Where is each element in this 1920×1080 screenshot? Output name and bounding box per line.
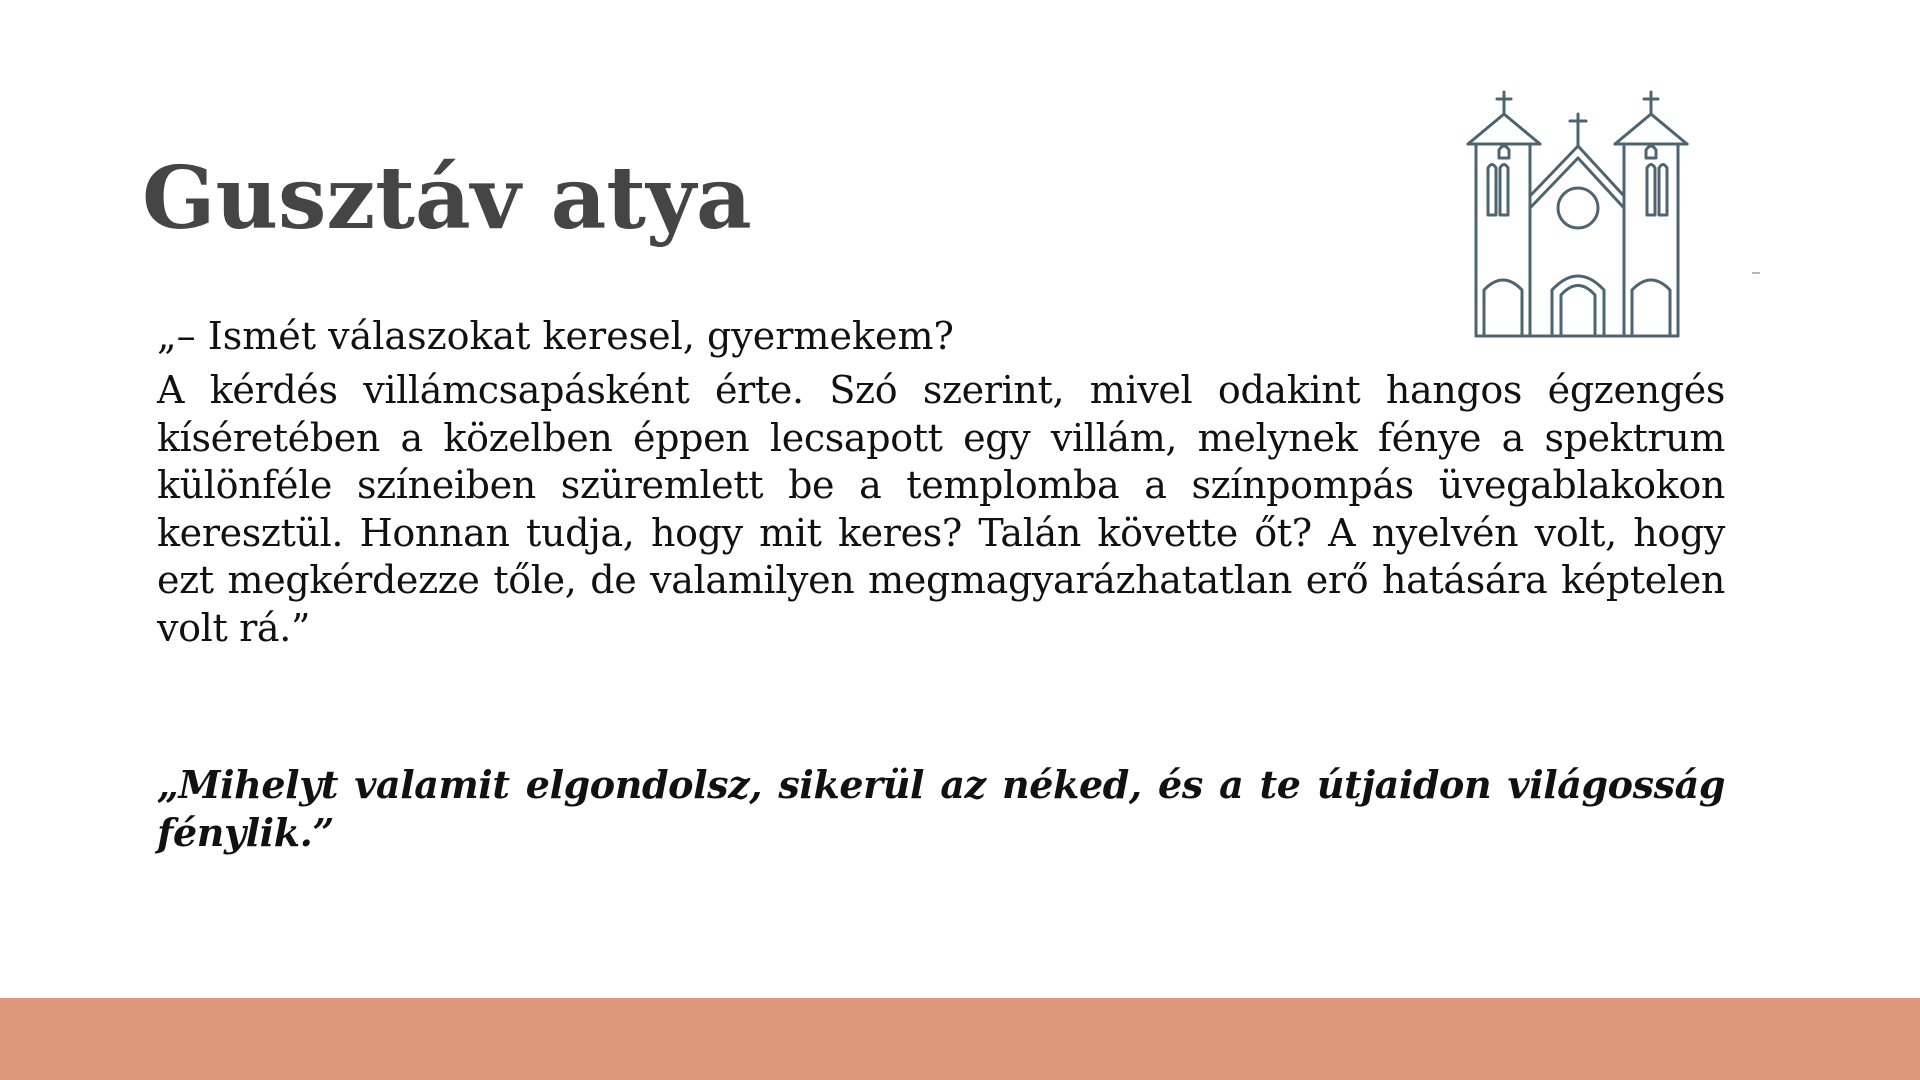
slide-title: Gusztáv atya bbox=[142, 148, 752, 249]
narrative-paragraph: A kérdés villámcsapásként érte. Szó szerint, mivel odakint hangos égzengés kíséretében a közelben éppen lecsapott egy villám, melynek fénye a spektrum különféle színeiben szüremlett be a templomba a színpompás üvegablakokon keresztül. Honnan tudja, hogy mit keres? Talán követte őt? A nyelvén volt, hogy ezt megkérdezze tőle, de valamilyen megmagyarázhatatlan erő hatására képtelen volt rá.” bbox=[157, 368, 1725, 650]
dialogue-line: „– Ismét válaszokat keresel, gyermekem? bbox=[157, 314, 954, 358]
highlight-quote: „Mihelyt valamit elgondolsz, sikerül az néked, és a te útjaidon világosság fénylik.” bbox=[157, 762, 1725, 855]
slide-body bbox=[157, 312, 1725, 857]
church-icon bbox=[1466, 90, 1690, 340]
small-dash-mark bbox=[1752, 272, 1760, 274]
footer-band bbox=[0, 998, 1920, 1080]
